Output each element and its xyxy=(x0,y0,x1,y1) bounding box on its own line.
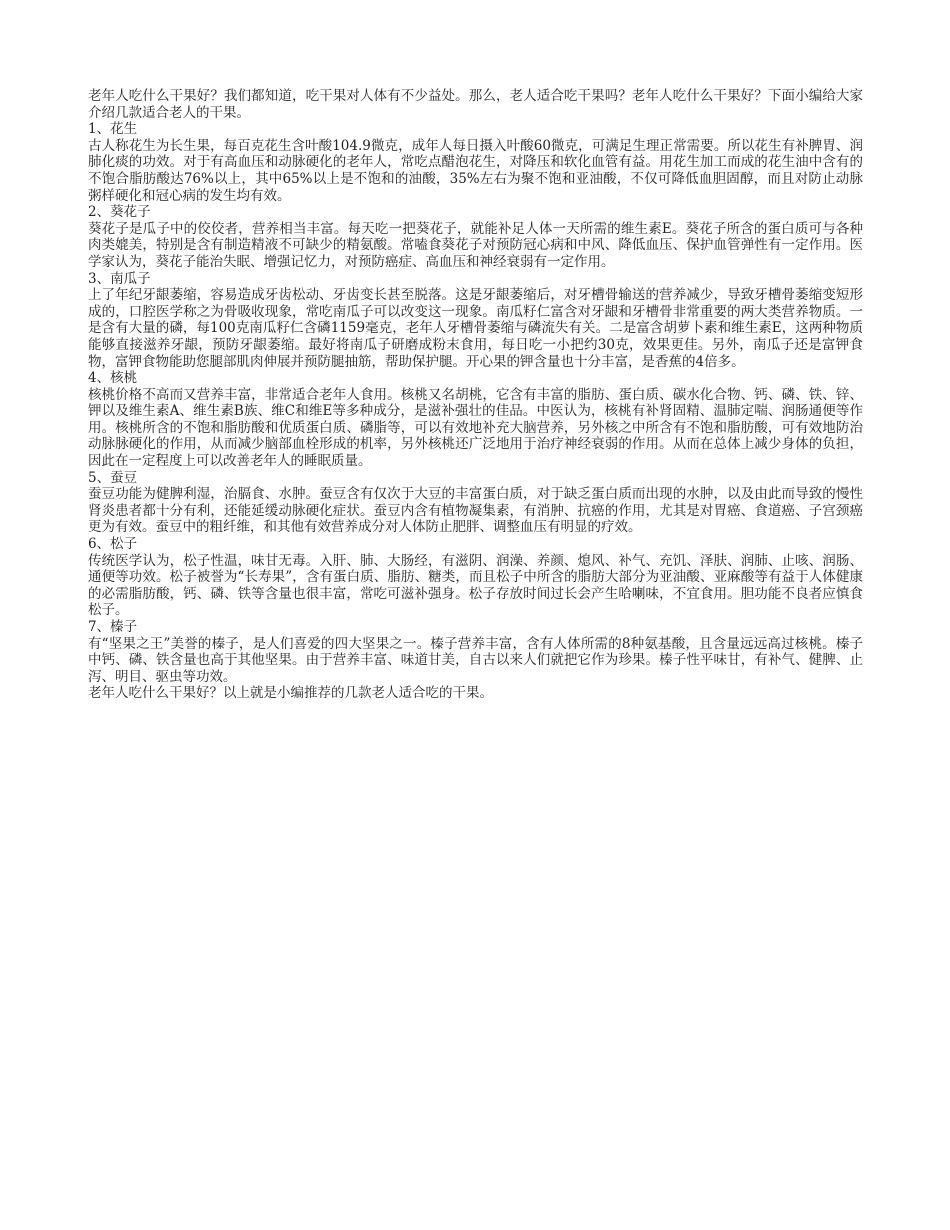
section-body-peanut: 古人称花生为长生果，每百克花生含叶酸104.9微克，成年人每日摄入叶酸60微克，可满足生理正常需要。所以花生有补脾胃、润肺化痰的功效。对于有高血压和动脉硬化的老年人，常吃点醋泡花生，对降压和软化血管有益。用花生加工而成的花生油中含有的不饱合脂肪酸达76%以上，其中65%以上是不饱和的油酸，35%左右为聚不饱和亚油酸，不仅可降低血胆固醇，而且对防止动脉粥样硬化和冠心病的发生均有效。 xyxy=(88,137,863,204)
section-body-sunflower-seed: 葵花子是瓜子中的佼佼者，营养相当丰富。每天吃一把葵花子，就能补足人体一天所需的维生素E。葵花子所含的蛋白质可与各种肉类媲美，特别是含有制造精液不可缺少的精氨酸。常嗑食葵花子对预防冠心病和中风、降低血压、保护血管弹性有一定作用。医学家认为，葵花子能治失眠、增强记忆力，对预防癌症、高血压和神经衰弱有一定作用。 xyxy=(88,220,863,270)
section-heading-walnut: 4、核桃 xyxy=(88,370,138,387)
section-body-pumpkin-seed: 上了年纪牙龈萎缩，容易造成牙齿松动、牙齿变长甚至脱落。这是牙龈萎缩后，对牙槽骨输送的营养减少，导致牙槽骨萎缩变短形成的，口腔医学称之为骨吸收现象，常吃南瓜子可以改变这一现象。南瓜籽仁富含对牙龈和牙槽骨非常重要的两大类营养物质。一是含有大量的磷，每100克南瓜籽仁含磷1159毫克，老年人牙槽骨萎缩与磷流失有关。二是富含胡萝卜素和维生素E，这两种物质能够直接滋养牙龈，预防牙龈萎缩。最好将南瓜子研磨成粉末食用，每日吃一小把约30克，效果更佳。另外，南瓜子还是富钾食物，富钾食物能助您腿部肌肉伸展并预防腿抽筋，帮助保护腿。开心果的钾含量也十分丰富，是香蕉的4倍多。 xyxy=(88,287,863,370)
section-heading-hazelnut: 7、榛子 xyxy=(88,619,138,635)
section-body-hazelnut: 有“坚果之王”美誉的榛子，是人们喜爱的四大坚果之一。榛子营养丰富，含有人体所需的8种氨基酸，且含量远远高过核桃。榛子中钙、磷、铁含量也高于其他坚果。由于营养丰富、味道甘美，自古以来人们就把它作为珍果。榛子性平味甘，有补气、健脾、止泻、明目、驱虫等功效。 xyxy=(88,635,863,685)
section-heading-peanut: 1、花生 xyxy=(88,121,138,138)
conclusion-paragraph: 老年人吃什么干果好？以上就是小编推荐的几款老人适合吃的干果。 xyxy=(88,685,493,702)
section-heading-pumpkin-seed: 3、南瓜子 xyxy=(88,270,151,287)
section-body-walnut: 核桃价格不高而又营养丰富，非常适合老年人食用。核桃又名胡桃，它含有丰富的脂肪、蛋白质、碳水化合物、钙、磷、铁、锌、钾以及维生素A、维生素B族、维C和维E等多种成分，是滋补强壮的佳品。中医认为，核桃有补肾固精、温肺定喘、润肠通便等作用。核桃所含的不饱和脂肪酸和优质蛋白质、磷脂等，可以有效地补充大脑营养，另外核之中所含有不饱和脂肪酸，可有效地防治动脉脉硬化的作用，从而减少脑部血栓形成的机率，另外核桃还广泛地用于治疗神经衰弱的作用。从而在总体上减少身体的负担，因此在一定程度上可以改善老年人的睡眠质量。 xyxy=(88,386,863,470)
article xyxy=(88,88,863,702)
section-heading-sunflower-seed: 2、葵花子 xyxy=(88,204,151,221)
intro-paragraph: 老年人吃什么干果好？我们都知道，吃干果对人体有不少益处。那么，老人适合吃干果吗？老年人吃什么干果好？下面小编给大家介绍几款适合老人的干果。 xyxy=(88,88,863,121)
section-heading-pine-nut: 6、松子 xyxy=(88,536,138,553)
section-heading-broad-bean: 5、蚕豆 xyxy=(88,469,138,486)
section-body-broad-bean: 蚕豆功能为健脾利湿，治膈食、水肿。蚕豆含有仅次于大豆的丰富蛋白质，对于缺乏蛋白质而出现的水肿，以及由此而导致的慢性肾炎患者都十分有利，还能延缓动脉硬化症状。蚕豆内含有植物凝集素，有消肿、抗癌的作用，尤其是对胃癌、食道癌、子宫颈癌更为有效。蚕豆中的粗纤维，和其他有效营养成分对人体防止肥胖、调整血压有明显的疗效。 xyxy=(88,486,863,536)
section-body-pine-nut: 传统医学认为，松子性温，味甘无毒。入肝、肺、大肠经，有滋阴、润澡、养颜、熄风、补气、充饥、泽肤、润肺、止咳、润肠、通便等功效。松子被誉为“长寿果”，含有蛋白质、脂肪、糖类，而且松子中所含的脂肪大部分为亚油酸、亚麻酸等有益于人体健康的必需脂肪酸，钙、磷、铁等含量也很丰富，常吃可滋补强身。松子存放时间过长会产生哈喇味，不宜食用。胆功能不良者应慎食松子。 xyxy=(88,552,863,619)
